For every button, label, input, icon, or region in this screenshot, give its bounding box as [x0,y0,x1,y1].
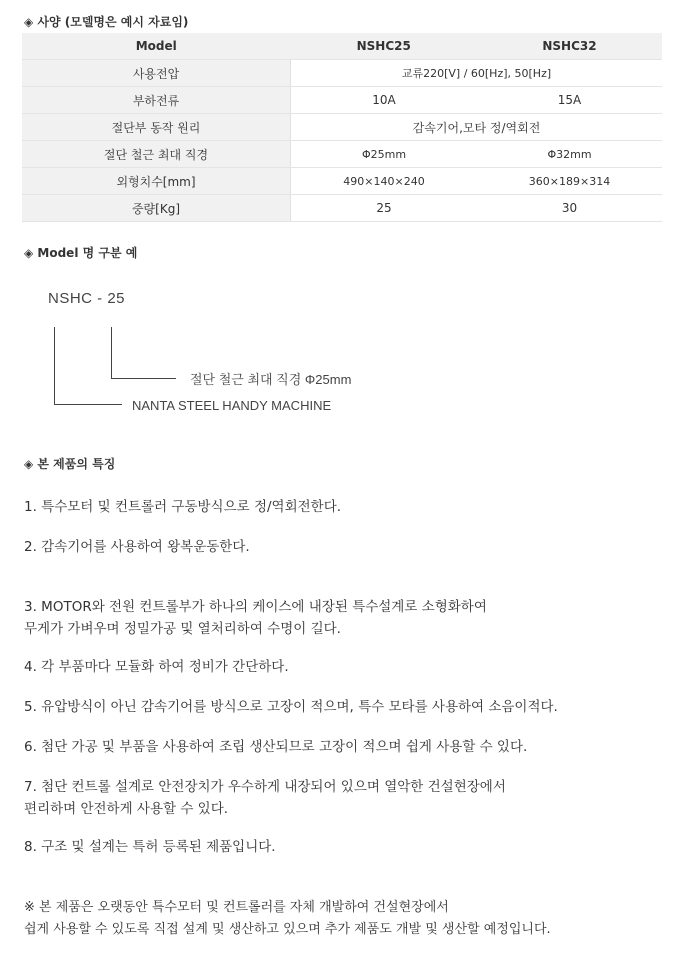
table-row [22,141,662,168]
row-label: 외형치수[mm] [22,168,291,195]
footnote: ※ 본 제품은 오랫동안 특수모터 및 컨트롤러를 자체 개발하여 건설현장에서 쉽게 사용할 수 있도록 직접 설계 및 생산하고 있으며 추가 제품도 개발 및 생산할 예정입니다. [24,900,551,937]
machine-name-label: NANTA STEEL HANDY MACHINE [132,398,332,413]
row-value: 360×189×314 [477,168,662,195]
row-value: 30 [477,195,662,222]
feature-item: 5. 유압방식이 아닌 감속기어를 방식으로 고장이 적으며, 특수 모타를 사용하여 소음이적다. [24,699,558,715]
header-model: Model [22,33,291,60]
diameter-connector-vertical [111,327,112,378]
row-label: 사용전압 [22,60,291,87]
row-value: Φ32mm [477,141,662,168]
table-row [22,60,662,87]
feature-item: 2. 감속기어를 사용하여 왕복운동한다. [24,539,250,555]
row-label: 절단부 동작 원리 [22,114,291,141]
row-value: 10A [291,87,478,114]
feature-item: 6. 첨단 가공 및 부품을 사용하여 조립 생산되므로 고장이 적으며 쉽게 사용할 수 있다. [24,739,528,755]
table-row [22,195,662,222]
header-nshc32: NSHC32 [477,33,662,60]
spec-table-header [22,33,662,60]
table-row [22,87,662,114]
row-value: 25 [291,195,478,222]
row-label: 절단 철근 최대 직경 [22,141,291,168]
table-row [22,168,662,195]
spec-table [22,33,662,222]
diameter-connector-horizontal [111,378,176,379]
feature-item: 8. 구조 및 설계는 특허 등록된 제품입니다. [24,839,276,855]
feature-item: 3. MOTOR와 전원 컨트롤부가 하나의 케이스에 내장된 특수설계로 소형화하여 무게가 가벼우며 정밀가공 및 열처리하여 수명이 길다. [24,599,487,637]
row-label: 중량[Kg] [22,195,291,222]
diameter-label: 절단 철근 최대 직경 Φ25mm [190,372,352,387]
row-value: 감속기어,모타 정/역회전 [291,114,663,141]
row-label: 부하전류 [22,87,291,114]
feature-item: 4. 각 부품마다 모듈화 하여 정비가 간단하다. [24,659,289,675]
row-value: 15A [477,87,662,114]
name-connector-vertical [54,327,55,404]
name-connector-horizontal [54,404,122,405]
feature-item: 7. 첨단 컨트롤 설계로 안전장치가 우수하게 내장되어 있으며 열악한 건설현장에서 편리하며 안전하게 사용할 수 있다. [24,779,506,817]
model-code: NSHC - 25 [48,290,126,307]
header-nshc25: NSHC25 [291,33,478,60]
row-value: Φ25mm [291,141,478,168]
table-row [22,114,662,141]
feature-item: 1. 특수모터 및 컨트롤러 구동방식으로 정/역회전한다. [24,499,342,515]
model-section-title: ◈ Model 명 구분 예 [24,246,138,260]
row-value: 490×140×240 [291,168,478,195]
row-value: 교류220[V] / 60[Hz], 50[Hz] [291,60,663,87]
feature-section-title: ◈ 본 제품의 특징 [24,457,116,471]
spec-section-title: ◈ 사양 (모델명은 예시 자료임) [24,15,189,29]
